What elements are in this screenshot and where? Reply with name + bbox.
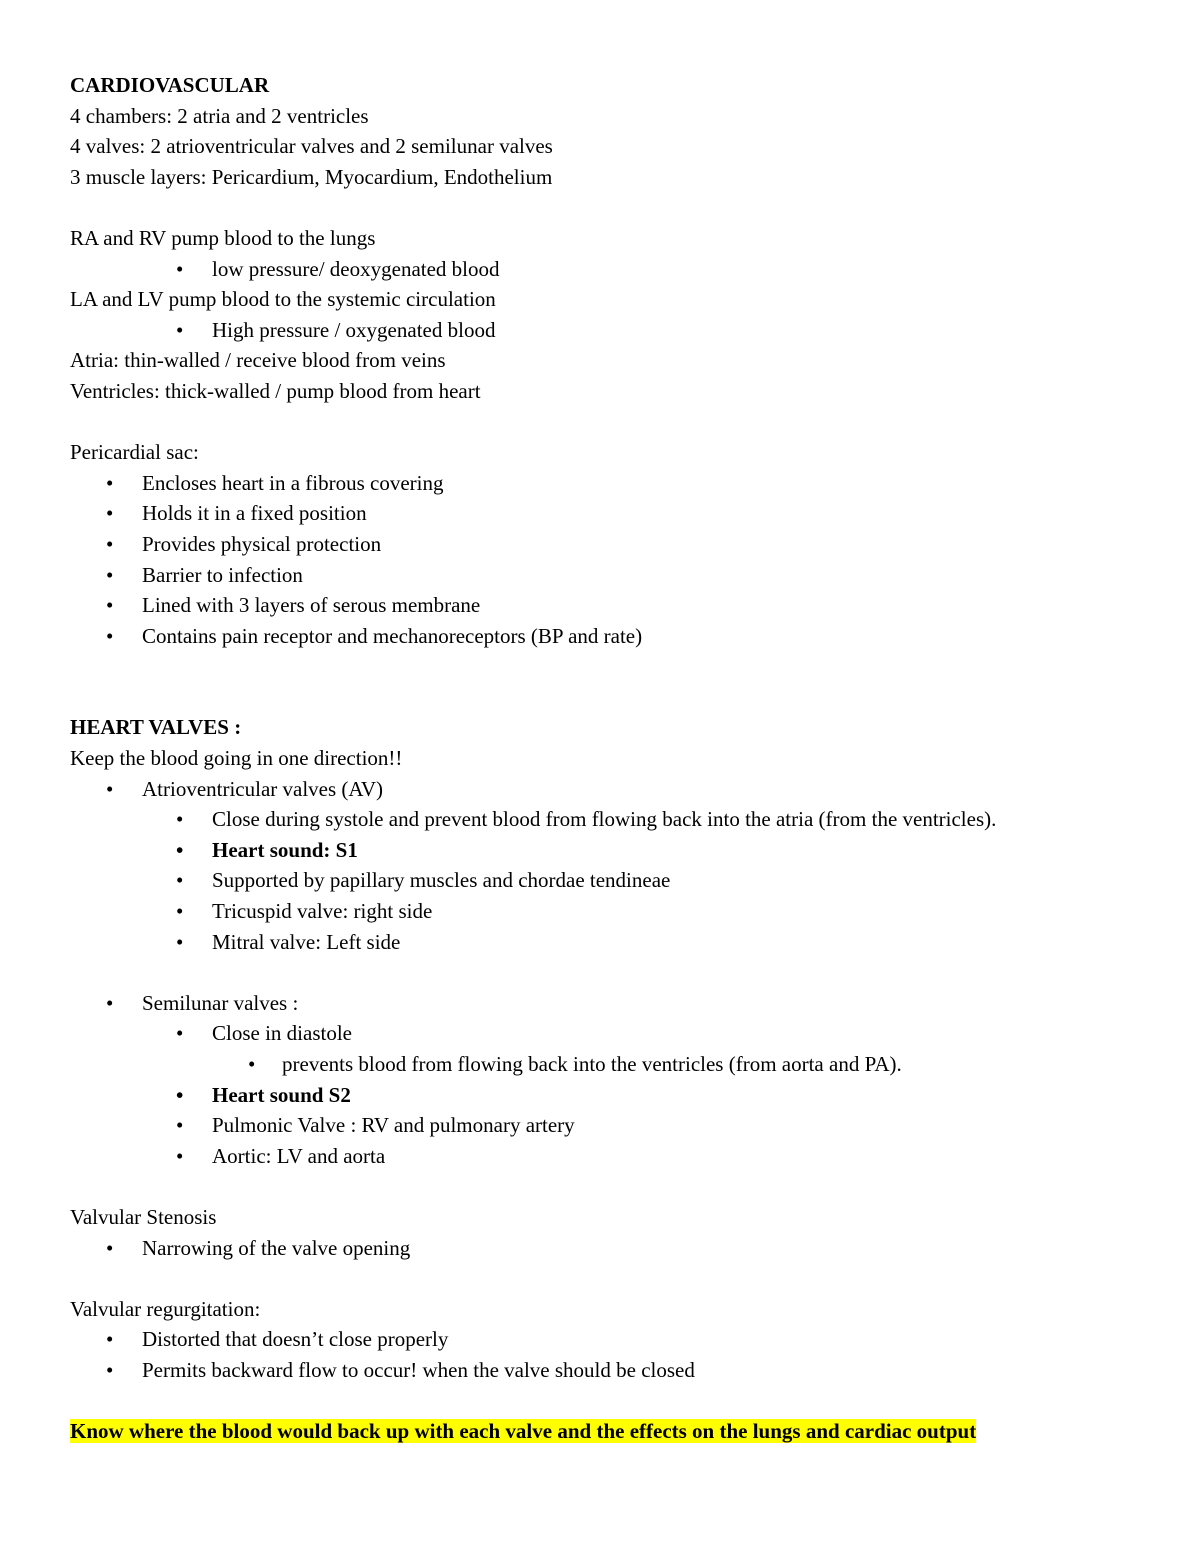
bullet-icon: • — [106, 1357, 114, 1382]
bullet-icon: • — [106, 1235, 114, 1260]
list-item — [70, 498, 1200, 529]
list-item — [70, 529, 1200, 560]
list-item — [70, 590, 1200, 621]
bullet-icon: • — [106, 1327, 114, 1352]
bullet-icon: • — [176, 1143, 184, 1168]
list-item-text: Close during systole and prevent blood from flowing back into the atria (from the ventricles). — [212, 807, 997, 832]
list-item — [70, 1110, 1200, 1141]
ra-rv-bullet — [70, 254, 1200, 285]
list-item — [70, 835, 1200, 866]
bullet-icon: • — [176, 1021, 184, 1046]
list-item-text: Holds it in a fixed position — [142, 501, 367, 526]
bullet-icon: • — [106, 470, 114, 495]
bullet-icon: • — [176, 868, 184, 893]
section-title-cardiovascular: CARDIOVASCULAR — [70, 73, 270, 97]
la-lv-line: LA and LV pump blood to the systemic circulation — [70, 287, 496, 312]
spacer — [70, 192, 1200, 223]
ra-rv-bullet-text: low pressure/ deoxygenated blood — [212, 256, 500, 281]
bullet-icon: • — [176, 837, 184, 862]
callout-line — [70, 1416, 1200, 1447]
list-item — [70, 468, 1200, 499]
list-item — [70, 1233, 1200, 1264]
bullet-icon: • — [106, 562, 114, 587]
stenosis-heading: Valvular Stenosis — [70, 1204, 217, 1229]
semilunar-valves-label: Semilunar valves : — [142, 990, 299, 1015]
list-item — [70, 1355, 1200, 1386]
av-valves-label: Atrioventricular valves (AV) — [142, 776, 384, 801]
la-lv-bullet — [70, 315, 1200, 346]
spacer — [70, 1171, 1200, 1202]
list-item-text: Mitral valve: Left side — [212, 929, 401, 954]
bullet-icon: • — [176, 807, 184, 832]
atria-line: Atria: thin-walled / receive blood from veins — [70, 348, 446, 373]
list-item-text: Tricuspid valve: right side — [212, 899, 433, 924]
list-item-text: Narrowing of the valve opening — [142, 1235, 411, 1260]
highlighted-callout: Know where the blood would back up with each valve and the effects on the lungs and cardiac output — [70, 1419, 977, 1444]
spacer — [70, 651, 1200, 712]
list-item-text: Pulmonic Valve : RV and pulmonary artery — [212, 1113, 575, 1138]
spacer — [70, 957, 1200, 988]
la-lv-bullet-text: High pressure / oxygenated blood — [212, 317, 496, 342]
list-item — [70, 560, 1200, 591]
list-item-text: Encloses heart in a fibrous covering — [142, 470, 444, 495]
list-item-text: Contains pain receptor and mechanoreceptors (BP and rate) — [142, 623, 643, 648]
spacer — [70, 1263, 1200, 1294]
list-item-text: Provides physical protection — [142, 531, 382, 556]
bullet-icon: • — [176, 899, 184, 924]
ventricles-line: Ventricles: thick-walled / pump blood from heart — [70, 378, 481, 403]
pericardial-heading: Pericardial sac: — [70, 440, 199, 465]
regurgitation-heading: Valvular regurgitation: — [70, 1296, 261, 1321]
section-title-heart-valves: HEART VALVES : — [70, 715, 242, 740]
list-item — [70, 1324, 1200, 1355]
bullet-icon: • — [176, 929, 184, 954]
list-item-text: Supported by papillary muscles and chordae tendineae — [212, 868, 671, 893]
av-valves-item — [70, 774, 1200, 805]
list-item — [70, 1018, 1200, 1049]
bullet-icon: • — [176, 1082, 184, 1107]
list-item-text: Distorted that doesn’t close properly — [142, 1327, 449, 1352]
bullet-icon: • — [176, 317, 184, 342]
list-item-text: Permits backward flow to occur! when the valve should be closed — [142, 1357, 695, 1382]
list-item-text: Lined with 3 layers of serous membrane — [142, 593, 481, 618]
muscle-layers-line: 3 muscle layers: Pericardium, Myocardium, Endothelium — [70, 164, 553, 189]
bullet-icon: • — [106, 623, 114, 648]
list-item — [70, 804, 1200, 835]
spacer — [70, 1386, 1200, 1417]
list-item-text: Heart sound S2 — [212, 1082, 351, 1107]
ra-rv-line: RA and RV pump blood to the lungs — [70, 225, 376, 250]
valves-line: 4 valves: 2 atrioventricular valves and 2 semilunar valves — [70, 134, 553, 159]
bullet-icon: • — [106, 593, 114, 618]
bullet-icon: • — [176, 1113, 184, 1138]
bullet-icon: • — [248, 1052, 256, 1076]
list-item — [70, 927, 1200, 958]
list-item-text: Heart sound: S1 — [212, 837, 358, 862]
bullet-icon: • — [106, 990, 114, 1015]
bullet-icon: • — [106, 776, 114, 801]
list-item — [70, 621, 1200, 652]
list-item-text: Barrier to infection — [142, 562, 303, 587]
chambers-line: 4 chambers: 2 atria and 2 ventricles — [70, 103, 369, 128]
list-item — [70, 865, 1200, 896]
semilunar-valves-item — [70, 988, 1200, 1019]
bullet-icon: • — [106, 501, 114, 526]
list-item — [70, 1049, 1200, 1080]
spacer — [70, 407, 1200, 438]
bullet-icon: • — [176, 256, 184, 281]
valves-intro: Keep the blood going in one direction!! — [70, 746, 403, 771]
bullet-icon: • — [106, 531, 114, 556]
list-item — [70, 1141, 1200, 1172]
list-item-text: Close in diastole — [212, 1021, 352, 1046]
list-item — [70, 896, 1200, 927]
list-item-text: prevents blood from flowing back into the ventricles (from aorta and PA). — [282, 1052, 902, 1076]
list-item-text: Aortic: LV and aorta — [212, 1143, 386, 1168]
list-item — [70, 1080, 1200, 1111]
